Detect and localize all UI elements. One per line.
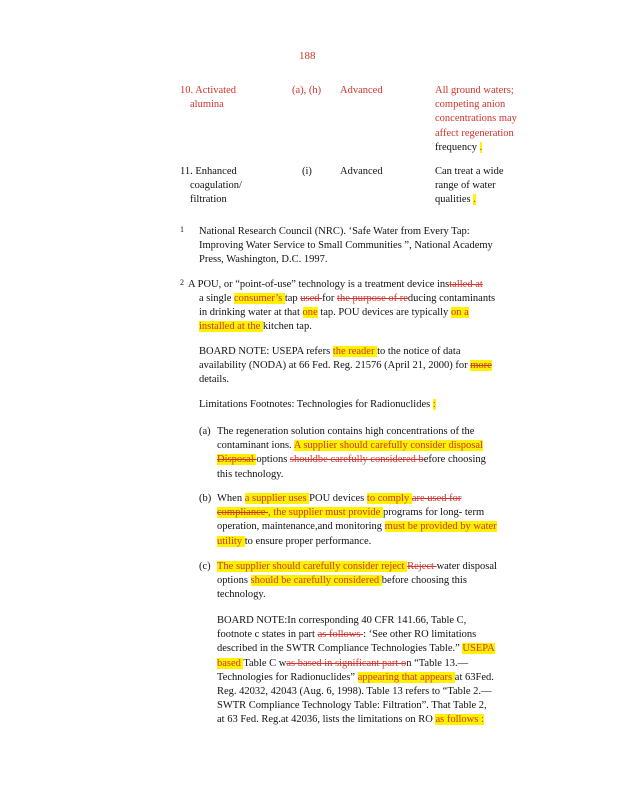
item-b-label: (b) xyxy=(199,493,212,504)
row-10-skill: Advanced xyxy=(340,85,383,96)
board-note-2: BOARD NOTE:In corresponding 40 CFR 141.66, Table C, footnote c states in part as follows : ‘See other RO limitations described in the SWTR Compliance Technologies Table.” USEPA based Table C was based in significant part on “Table 13.— Technologies for Radionuclides” appearing that appears at 63Fed. Reg. 42032, 42043 (Aug. 6, 1998). Table 13 refers to “Table 2.— SWTR Compliance Technology Table: Filtration”. That Table 2, at 63 Fed. Reg.at 42036, lists the limitations on RO as follows : xyxy=(217,615,495,726)
row-10-name: 10. Activated alumina xyxy=(180,85,236,111)
limitations-heading: Limitations Footnotes: Technologies for Radionuclides : xyxy=(199,399,436,410)
row-10-criteria: (a), (h) xyxy=(292,85,322,96)
board-note-1: BOARD NOTE: USEPA refers the reader to the notice of data availability (NODA) at 66 Fed. Reg. 21576 (April 21, 2000) for more details. xyxy=(199,346,492,386)
footnote-2-body: a single consumer’s tap used for the purpose of reducing contaminants in drinking water at that one tap. POU devices are typically on a installed at the kitchen tap. xyxy=(199,293,496,333)
page-number: 188 xyxy=(299,50,316,62)
item-a-label: (a) xyxy=(199,426,211,437)
item-c-label: (c) xyxy=(199,561,211,572)
row-11-criteria: (i) xyxy=(302,166,312,177)
row-11-name: 11. Enhanced coagulation/ filtration xyxy=(180,166,242,206)
footnote-2-marker: 2 xyxy=(180,278,184,287)
item-b-text: When a supplier uses POU devices to comply are used for compliance , the supplier must provide programs for long- term operation, maintenance,and monitoring must be provided by water utility to ensure proper performance. xyxy=(217,493,497,547)
row-11-notes: Can treat a wide range of water qualities . xyxy=(435,166,504,206)
footnote-1: National Research Council (NRC). ‘Safe Water from Every Tap: Improving Water Service to Small Communities ”, National Academy Press, Washington, D.C. 1997. xyxy=(199,226,493,266)
item-a-text: The regeneration solution contains high concentrations of the contaminant ions. A supplier should carefully consider disposal Disposal options shouldbe carefully considered before choosing this technology. xyxy=(217,426,486,480)
footnote-1-marker: 1 xyxy=(180,225,184,234)
footnote-2-line-1: A POU, or “point-of-use” technology is a treatment device installed at xyxy=(188,279,483,290)
row-11-skill: Advanced xyxy=(340,166,383,177)
row-10-notes: All ground waters; competing anion concentrations may affect regeneration frequency . xyxy=(435,85,517,153)
item-c-text: The supplier should carefully consider reject Reject water disposal options should be carefully considered before choosing this technology. xyxy=(217,561,497,601)
